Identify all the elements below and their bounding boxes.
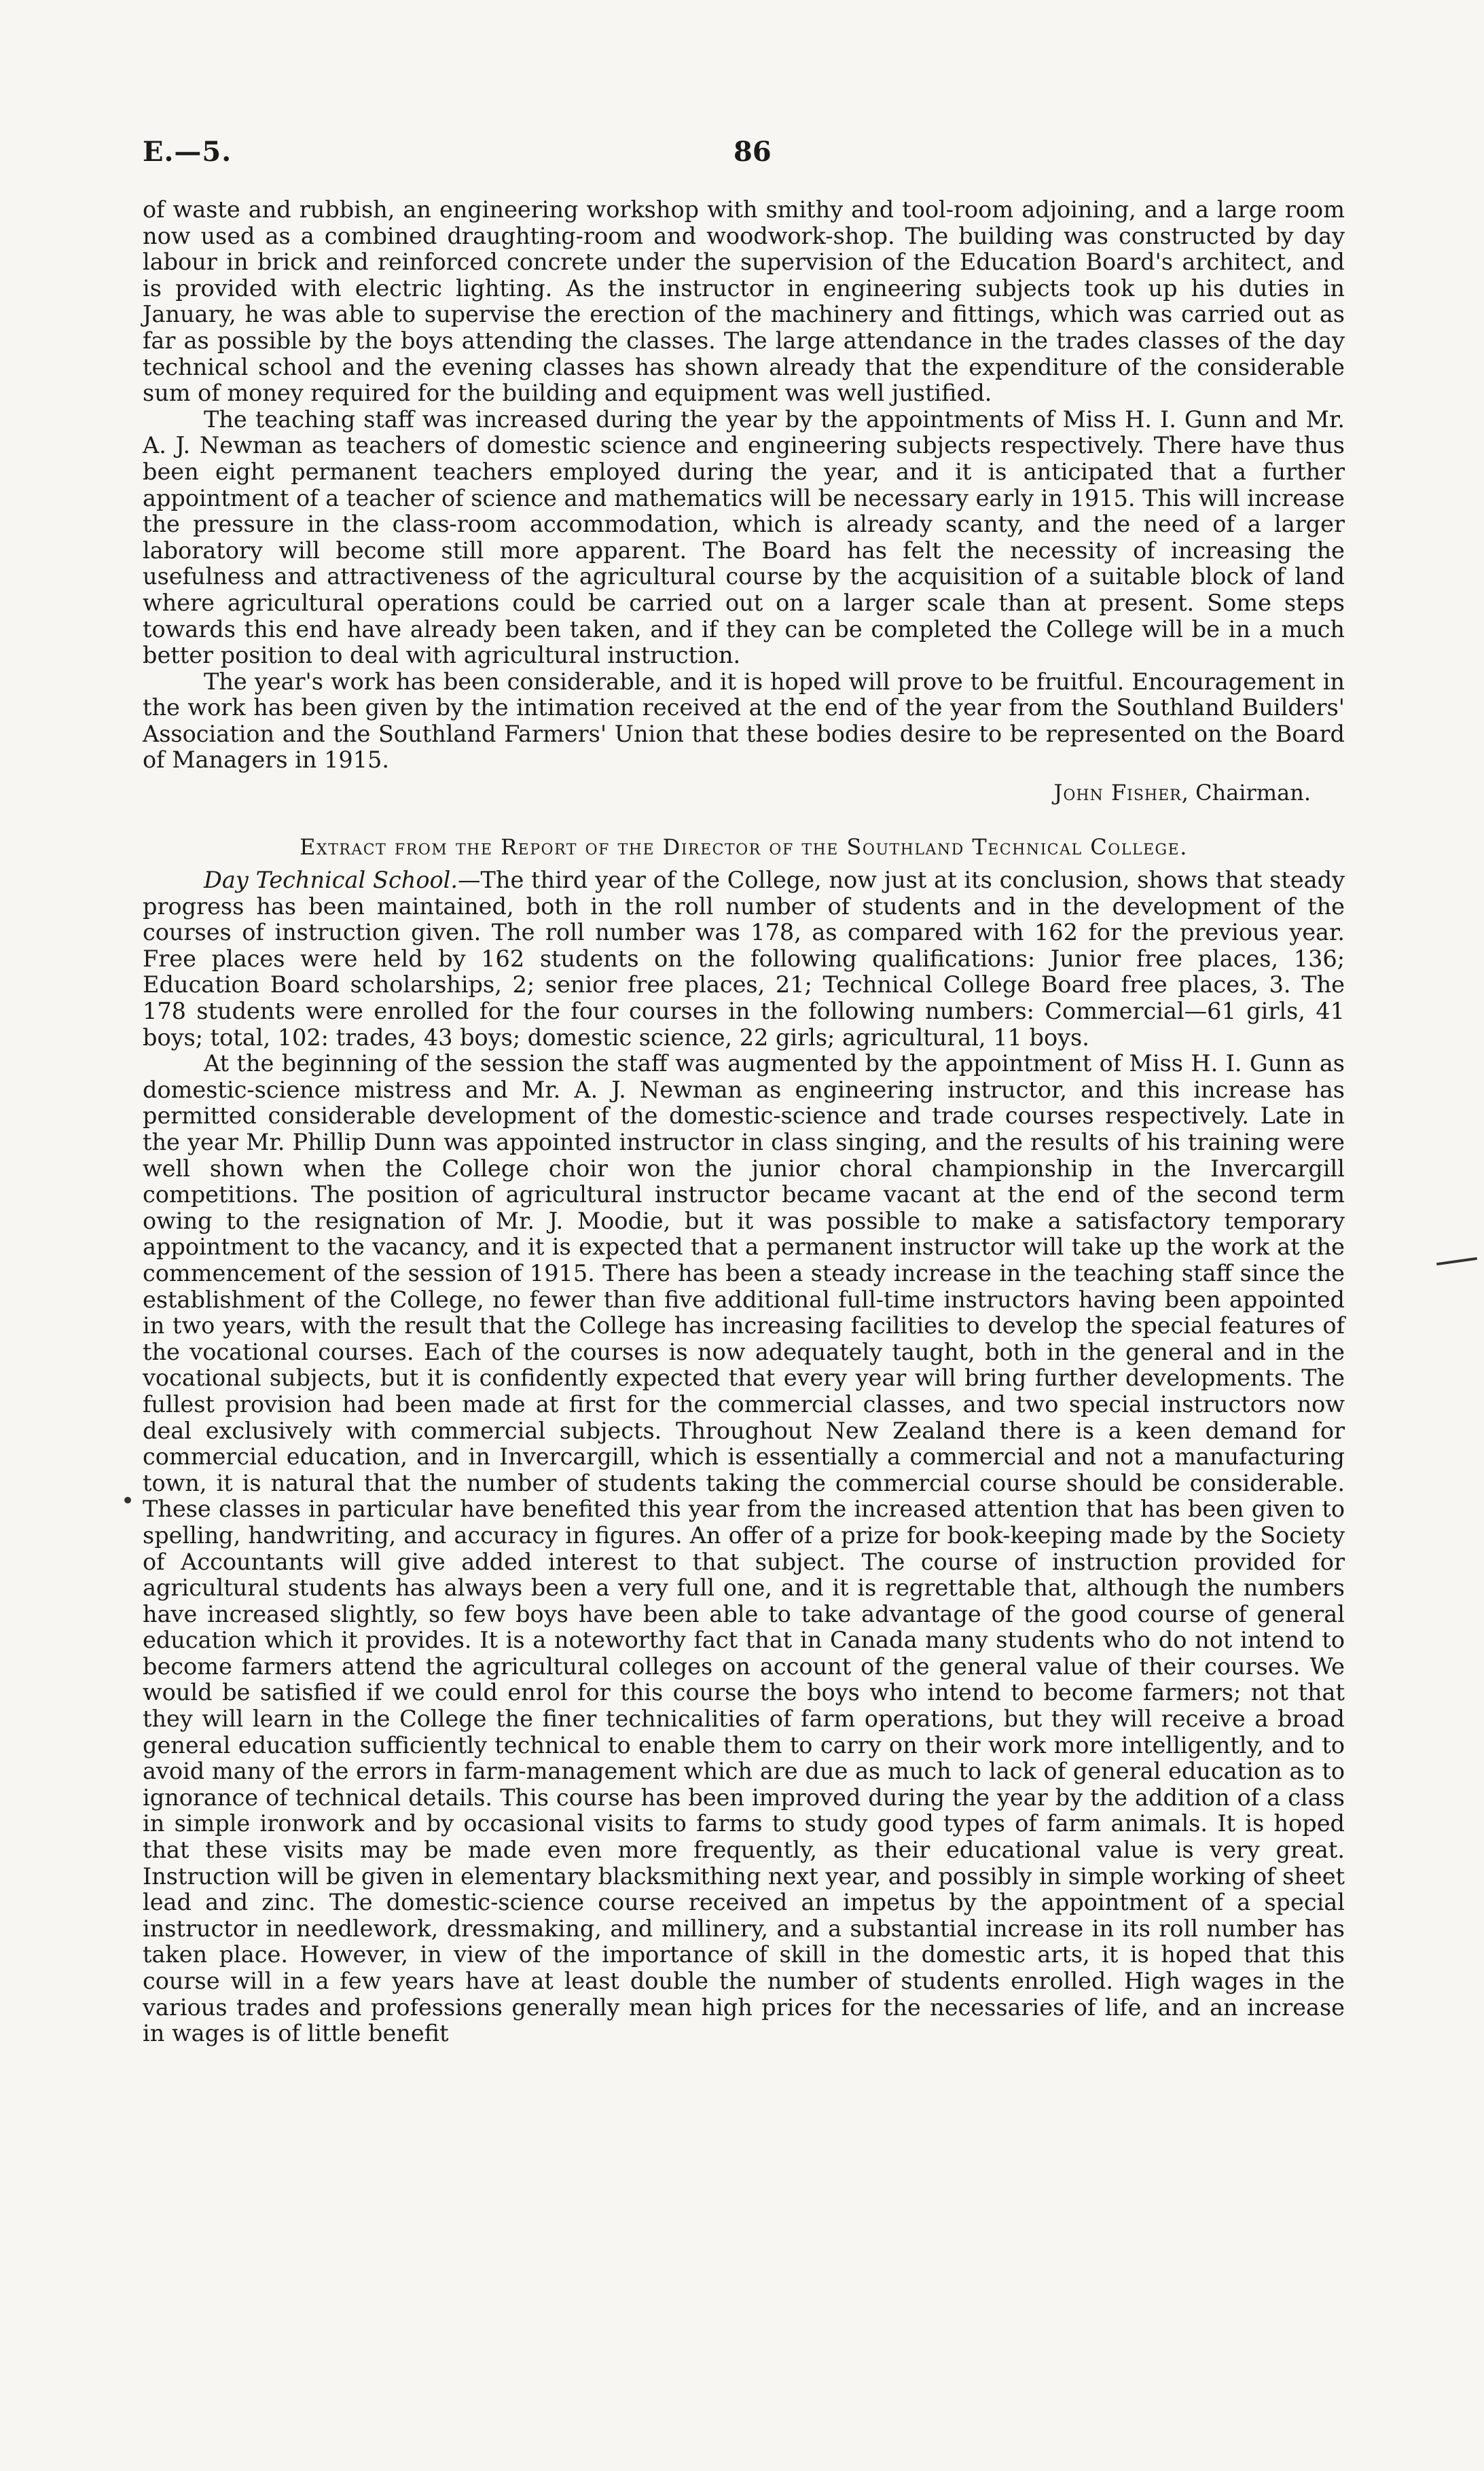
paragraph-teaching-staff: The teaching staff was increased during the year by the appointments of Miss H. I. Gunn and Mr. A. J. Newman as teachers of domestic science and engineering subjects respectively. There have thus been eight permanent teachers employed during the year, and it is anticipated that a further appointment of a teacher of science and mathematics will be necessary early in 1915. This will increase the pressure in the class-room accommodation, which is already scanty, and the need of a larger laboratory will become still more apparent. The Board has felt the necessity of increasing the usefulness and attractiveness of the agricultural course by the acquisition of a suitable block of land where agricultural operations could be carried out on a larger scale than at present. Some steps towards this end have already been taken, and if they can be completed the College will be in a much better position to deal with agricultural instruction. (143, 405, 1345, 669)
margin-mark-left: • (121, 1487, 135, 1515)
extract-title: Extract from the Report of the Director of the Southland Technical College. (300, 834, 1188, 861)
paragraph-years-work: The year's work has been considerable, and it is hoped will prove to be fruitful. Encouragement in the work has been given by the intimation received at the end of the year from the Southland Builders' Association and the Southland Farmers' Union that these bodies desire to be represented on the Board of Managers in 1915. (143, 668, 1345, 774)
page-number: 86 (734, 136, 772, 168)
document-page (143, 136, 1345, 2047)
signature (143, 779, 1311, 806)
section-heading: Day Technical School. (204, 867, 458, 894)
paragraph-staff-augmented: At the beginning of the session the staff was augmented by the appointment of Miss H. I. Gunn as domestic-science mistress and Mr. A. J. Newman as engineering instructor, and this increase has permitted considerable development of the domestic-science and trade courses respectively. Late in the year Mr. Phillip Dunn was appointed instructor in class singing, and the results of his training were well shown when the College choir won the junior choral championship in the Invercargill competitions. The position of agricultural instructor became vacant at the end of the second term owing to the resignation of Mr. J. Moodie, but it was possible to make a satisfactory temporary appointment to the vacancy, and it is expected that a permanent instructor will take up the work at the commencement of the session of 1915. There has been a steady increase in the teaching staff since the establishment of the College, no fewer than five additional full-time instructors having been appointed in two years, with the result that the College has increasing facilities to develop the special features of the vocational courses. Each of the courses is now adequately taught, both in the general and in the vocational subjects, but it is confidently expected that every year will bring further developments. The fullest provision had been made at first for the commercial classes, and two special instructors now deal exclusively with commercial subjects. Throughout New Zealand there is a keen demand for commercial education, and in Invercargill, which is essentially a commercial and not a manufacturing town, it is natural that the number of students taking the commercial course should be considerable. These classes in particular have benefited this year from the increased attention that has been given to spelling, handwriting, and accuracy in figures. An offer of a prize for book-keeping made by the Society of Accountants will give added interest to that subject. The course of instruction provided for agricultural students has always been a very full one, and it is regrettable that, although the numbers have increased slightly, so few boys have been able to take advantage of the good course of general education which it provides. It is a noteworthy fact that in Canada many students who do not intend to become farmers attend the agricultural colleges on account of the general value of their courses. We would be satisfied if we could enrol for this course the boys who intend to become farmers; not that they will learn in the College the finer technicalities of farm operations, but they will receive a broad general education sufficiently technical to enable them to carry on their work more intelligently, and to avoid many of the errors in farm-management which are due as much to lack of general education as to ignorance of technical details. This course has been improved during the year by the addition of a class in simple ironwork and by occasional visits to farms to study good types of farm animals. It is hoped that these visits may be made even more frequently, as their educational value is very great. Instruction will be given in elementary blacksmithing next year, and possibly in simple working of sheet lead and zinc. The domestic-science course received an impetus by the appointment of a special instructor in needlework, dressmaking, and millinery, and a substantial increase in its roll number has taken place. However, in view of the importance of skill in the domestic arts, it is hoped that this course will in a few years have at least double the number of students enrolled. High wages in the various trades and professions generally mean high prices for the necessaries of life, and an increase in wages is of little benefit (143, 1050, 1345, 2047)
paragraph-day-school (143, 867, 1345, 1051)
document-reference: E.—5. (143, 136, 232, 168)
paragraph-day-school-body: —The third year of the College, now just at its conclusion, shows that steady progress has been maintained, both in the roll number of students and in the development of the courses of instruction given. The roll number was 178, as compared with 162 for the previous year. Free places were held by 162 students on the following qualifications: Junior free places, 136; Education Board scholarships, 2; senior free places, 21; Technical College Board free places, 3. The 178 students were enrolled for the four courses in the following numbers: Commercial—61 girls, 41 boys; total, 102: trades, 43 boys; domestic science, 22 girls; agricultural, 11 boys. (143, 867, 1345, 1051)
page-header (143, 136, 1345, 197)
signature-title: , Chairman. (1181, 780, 1311, 806)
paragraph-building: of waste and rubbish, an engineering workshop with smithy and tool-room adjoining, and a large room now used as a combined draughting-room and woodwork-shop. The building was constructed by day labour in brick and reinforced concrete under the supervision of the Education Board's architect, and is provided with electric lighting. As the instructor in engineering subjects took up his duties in January, he was able to supervise the erection of the machinery and fittings, which was carried out as far as possible by the boys attending the classes. The large attendance in the trades classes of the day technical school and the evening classes has shown already that the expenditure of the considerable sum of money required for the building and equipment was well justified. (143, 196, 1345, 407)
margin-mark (1436, 1257, 1477, 1265)
signature-name: John Fisher (1053, 780, 1182, 806)
